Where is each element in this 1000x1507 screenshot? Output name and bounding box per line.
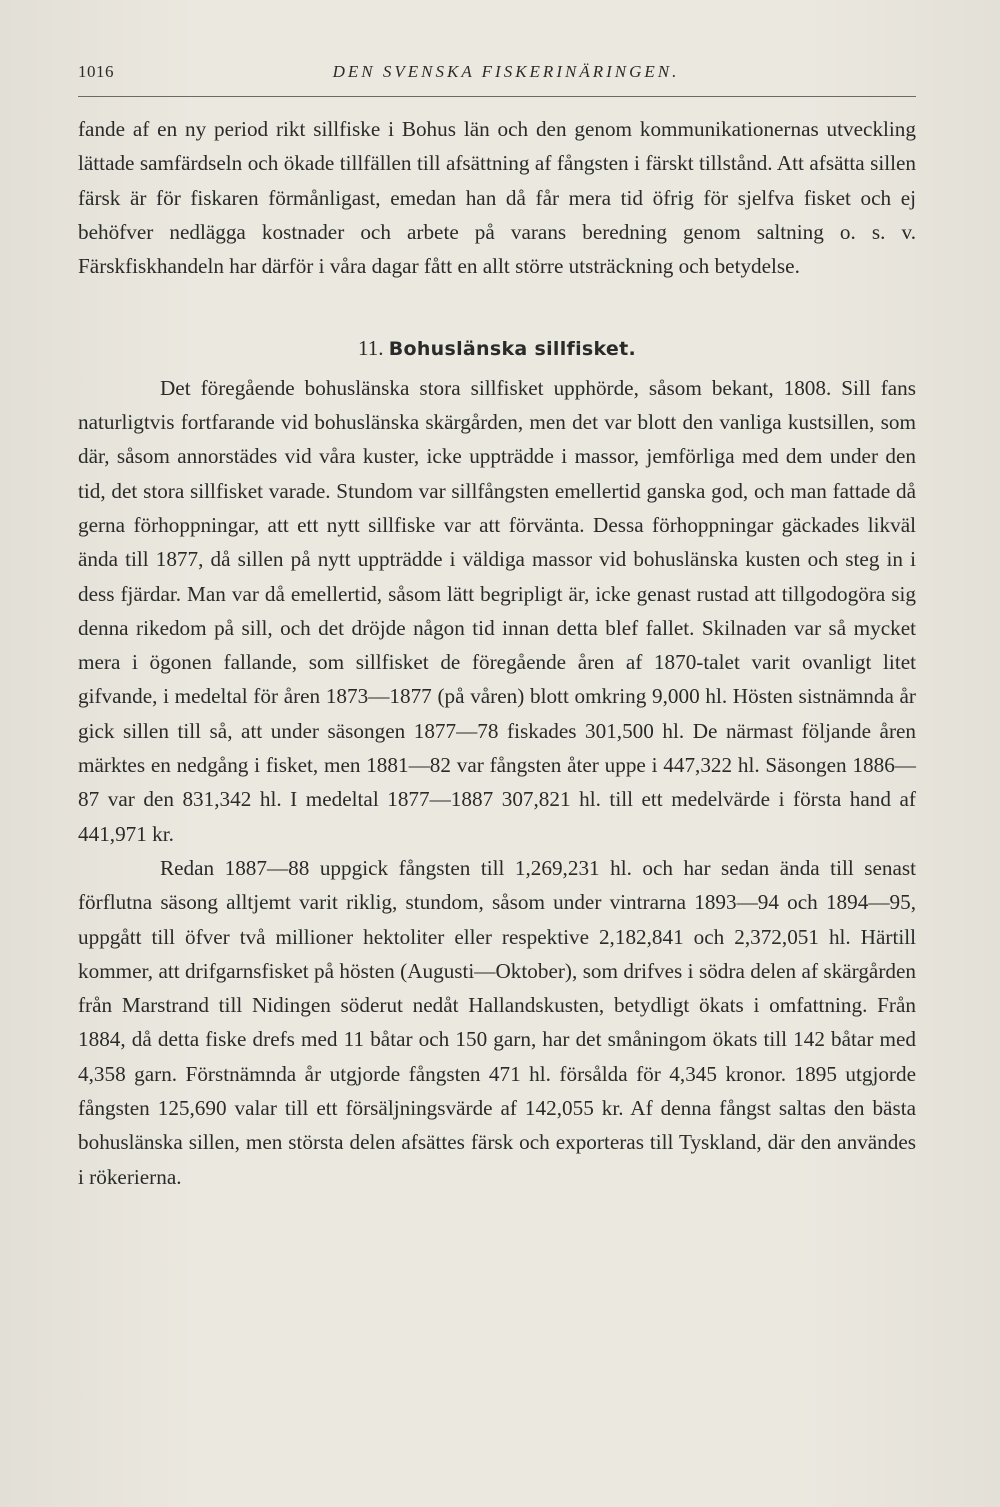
page-header	[78, 62, 914, 90]
paragraph-1: Det föregående bohuslänska stora sillfisket upphörde, såsom bekant, 1808. Sill fans naturligtvis fortfarande vid bohuslänska skärgården, men det var blott den vanliga kustsillen, som där, såsom annorstädes vid våra kuster, icke uppträdde i massor, jemförliga med dem under den tid, det stora sillfisket varade. Stundom var sillfångsten emellertid ganska god, och man fattade då gerna förhoppningar, att ett nytt sillfiske var att förvänta. Dessa förhoppningar gäckades likväl ända till 1877, då sillen på nytt uppträdde i väldiga massor vid bohuslänska kusten och steg in i dess fjärdar. Man var då emellertid, såsom lätt begripligt är, icke genast rustad att tillgodogöra sig denna rikedom på sill, och det dröjde någon tid innan detta blef fallet. Skilnaden var så mycket mera i ögonen fallande, som sillfisket de föregående åren af 1870-talet varit ovanligt litet gifvande, i medeltal för åren 1873—1877 (på våren) blott omkring 9,000 hl. Hösten sistnämnda år gick sillen till så, att under säsongen 1877—78 fiskades 301,500 hl. De närmast följande åren märktes en nedgång i fisket, men 1881—82 var fångsten åter uppe i 447,322 hl. Säsongen 1886—87 var den 831,342 hl. I medeltal 1877—1887 307,821 hl. till ett medelvärde i första hand af 441,971 kr.	[78, 375, 916, 846]
section-number: 11.	[357, 336, 384, 361]
paragraph-intro: fande af en ny period rikt sillfiske i Bohus län och den genom kommunikationernas utveckling lättade samfärdseln och ökade tillfällen till afsättning af fångsten i färskt tillstånd. Att afsätta sillen färsk är för fiskaren förmånligast, emedan han då får mera tid öfrig för sjelfva fisket och ej behöfver nedlägga kostnader och arbete på varans beredning genom saltning o. s. v. Färskfiskhandeln har därför i våra dagar fått en allt större utsträckning och betydelse.	[78, 117, 916, 279]
page-number: 1016	[78, 62, 114, 81]
header-rule	[78, 96, 916, 97]
paragraph-2: Redan 1887—88 uppgick fångsten till 1,269,231 hl. och har sedan ända till senast förflutna säsong alltjemt varit riklig, stundom, såsom under vintrarna 1893—94 och 1894—95, uppgått till öfver två millioner hektoliter eller respektive 2,182,841 och 2,372,051 hl. Härtill kommer, att drifgarnsfisket på hösten (Augusti—Oktober), som drifves i södra delen af skärgården från Marstrand till Nidingen söderut nedåt Hallandskusten, betydligt ökats i omfattning. Från 1884, då detta fiske drefs med 11 båtar och 150 garn, har det småningom ökats till 142 båtar med 4,358 garn. Förstnämnda år utgjorde fångsten 471 hl. försålda för 4,345 kronor. 1895 utgjorde fångsten 125,690 valar till ett försäljningsvärde af 142,055 kr. Af denna fångst saltas den bästa bohuslänska sillen, men största delen afsättes färsk och exporteras till Tyskland, där den användes i rökerierna.	[78, 855, 916, 1189]
running-title: DEN SVENSKA FISKERINÄRINGEN.	[332, 62, 680, 81]
section-title: Bohuslänska sillfisket.	[388, 338, 637, 361]
body-text	[78, 112, 916, 1194]
section-heading	[78, 331, 916, 366]
